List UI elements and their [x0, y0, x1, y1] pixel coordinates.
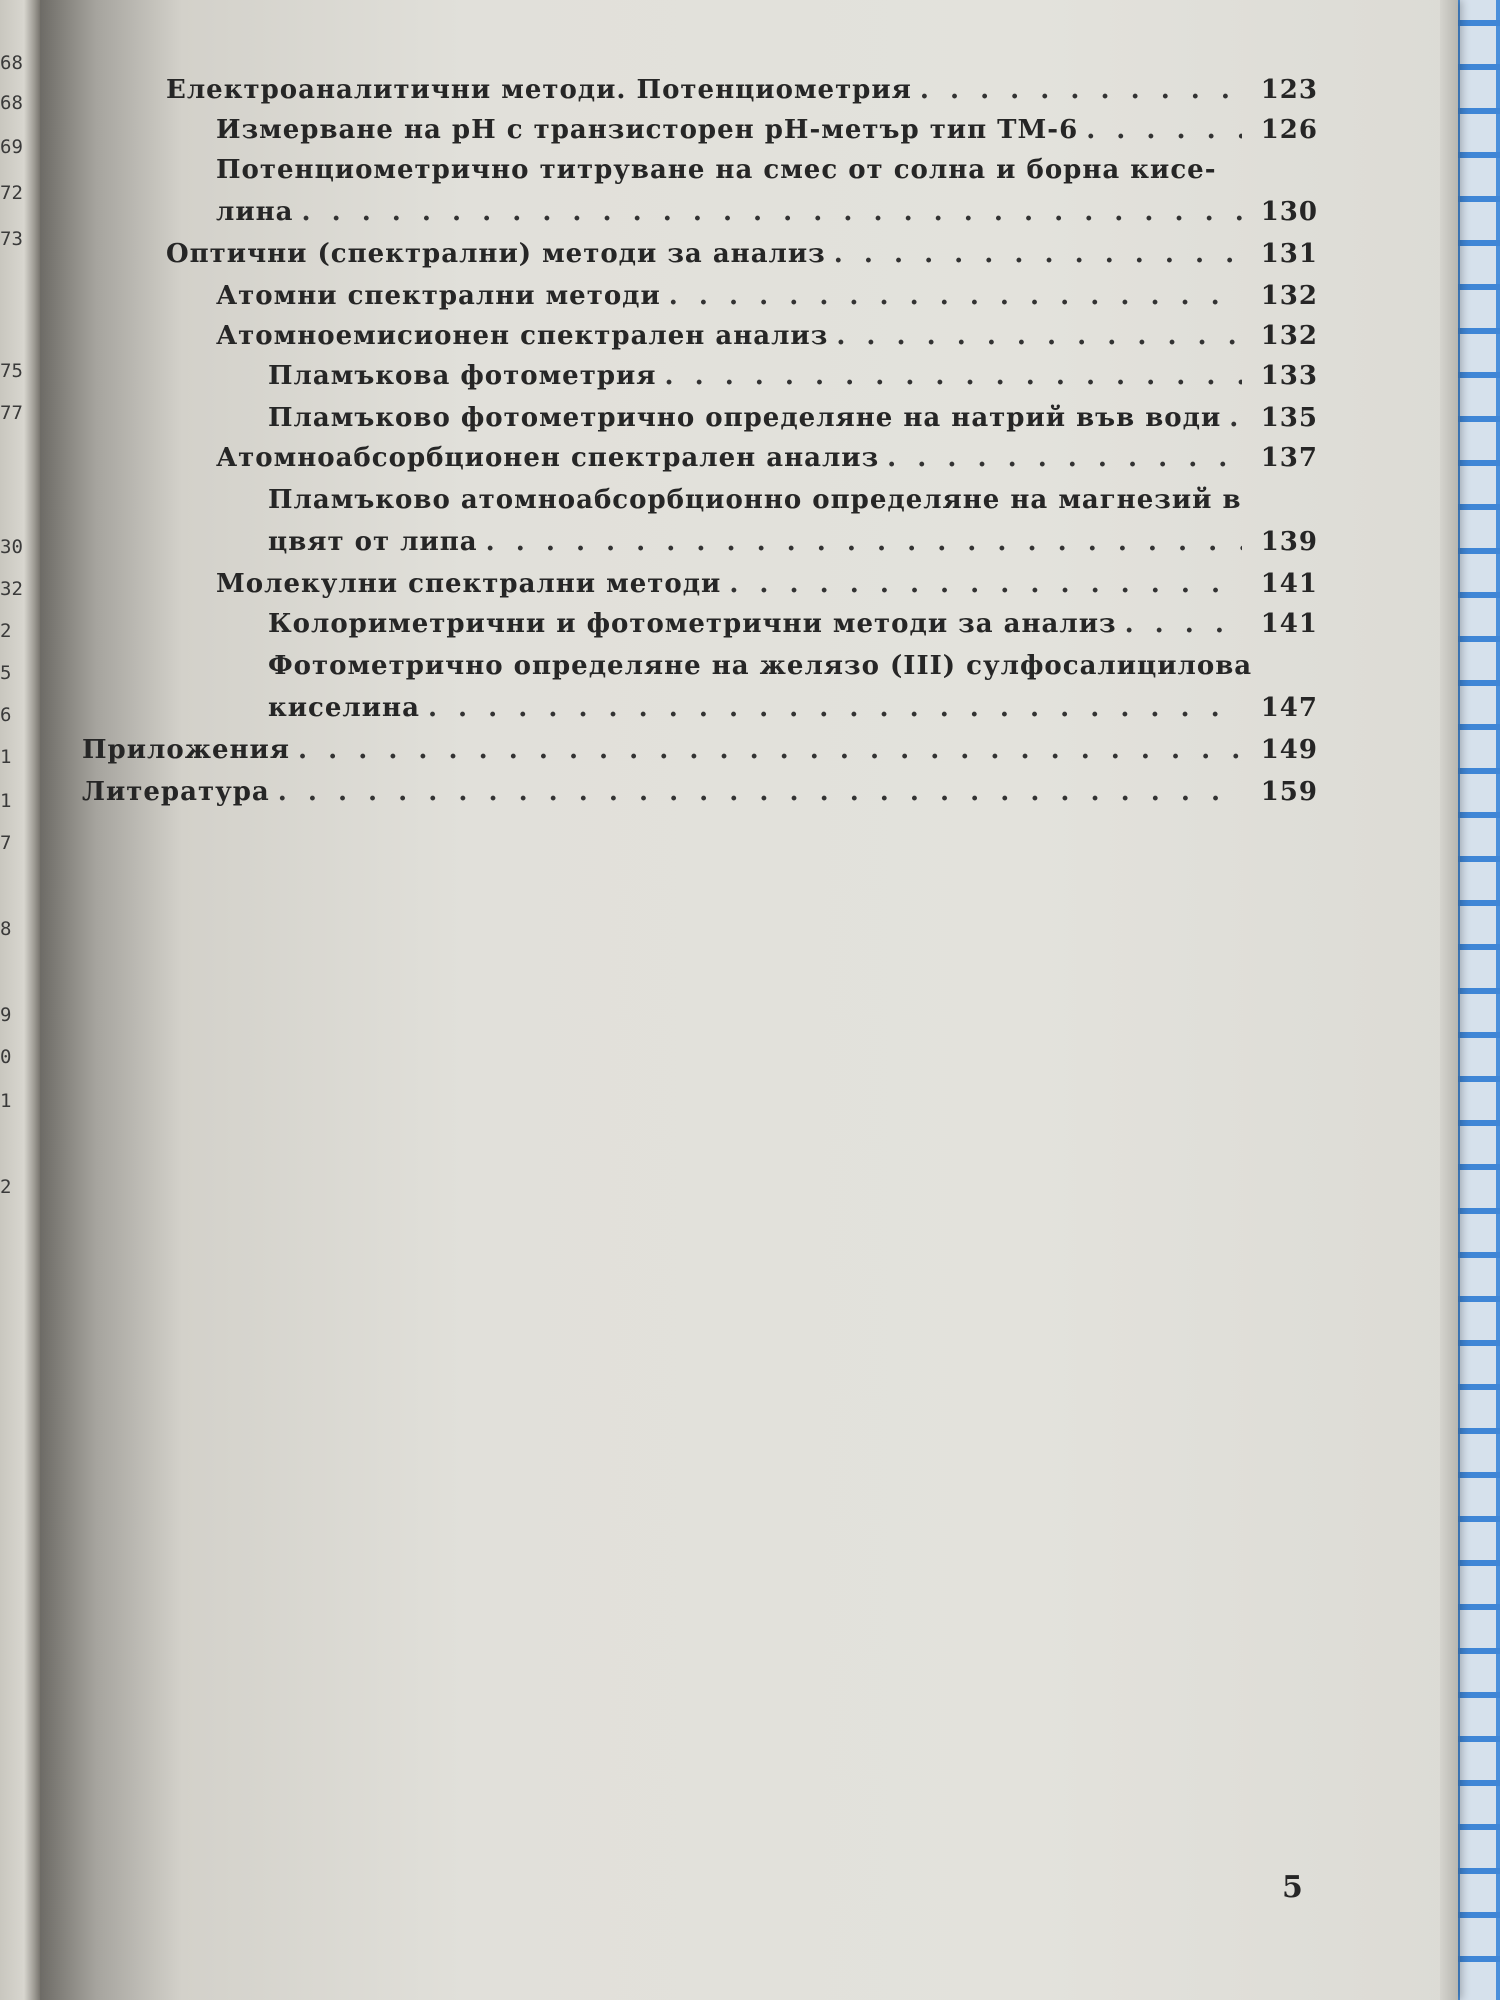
toc-entry-title: Пламъкова фотометрия [268, 361, 657, 391]
toc-leader-dots [1229, 400, 1242, 436]
toc-entry [268, 606, 1318, 642]
toc-entry-title: Оптични (спектрални) методи за анализ [166, 239, 826, 269]
toc-entry [82, 774, 1318, 810]
toc-entry-title-continuation: лина [216, 197, 294, 227]
left-page-number: 5 [0, 662, 12, 684]
left-page-number: 2 [0, 620, 12, 642]
left-page-number: 1 [0, 746, 12, 768]
toc-entry [268, 358, 1318, 394]
toc-leader-dots [298, 732, 1242, 768]
left-page-number: 9 [0, 1004, 12, 1026]
left-page-number: 73 [0, 228, 23, 250]
left-page-number: 2 [0, 1176, 12, 1198]
toc-entry-title-continuation: киселина [268, 693, 420, 723]
toc-entry-title: Атомноемисионен спектрален анализ [216, 321, 829, 351]
left-page-number: 69 [0, 136, 23, 158]
toc-entry-page: 135 [1260, 403, 1318, 433]
toc-leader-dots [669, 278, 1242, 314]
toc-entry-title: Атомни спектрални методи [216, 281, 661, 311]
toc-leader-dots [486, 524, 1242, 560]
toc-entry-title: Приложения [82, 735, 291, 765]
left-page-number: 0 [0, 1046, 12, 1068]
toc-entry-title: Литература [82, 777, 270, 807]
toc-entry-title: Молекулни спектрални методи [216, 569, 722, 599]
toc-entry-title-continuation: цвят от липа [268, 527, 478, 557]
toc-entry [216, 318, 1318, 354]
toc-leader-dots [302, 194, 1243, 230]
left-page-number: 1 [0, 790, 12, 812]
left-page-number: 32 [0, 578, 23, 600]
toc-entry-page: 132 [1260, 281, 1318, 311]
left-page-number: 68 [0, 92, 23, 114]
left-page-number: 77 [0, 402, 23, 424]
left-page-number: 8 [0, 918, 12, 940]
toc-entry-page: 159 [1260, 777, 1318, 807]
left-page-number: 75 [0, 360, 23, 382]
toc-entry-title: Потенциометрично титруване на смес от солна и борна кисе- [216, 155, 1217, 185]
toc-leader-dots [836, 318, 1242, 354]
toc-entry-page: 131 [1260, 239, 1318, 269]
toc-entry [268, 690, 1318, 726]
left-page-number: 30 [0, 536, 23, 558]
toc-entry [166, 236, 1318, 272]
left-page-number: 72 [0, 182, 23, 204]
toc-entry-page: 137 [1260, 443, 1318, 473]
toc-entry-title: Пламъково фотометрично определяне на натрий във води [268, 403, 1222, 433]
toc-entry-title: Колориметрични и фотометрични методи за анализ [268, 609, 1117, 639]
toc-leader-dots [278, 774, 1242, 810]
toc-entry-title: Фотометрично определяне на желязо (III) сулфосалицилова [268, 651, 1253, 681]
toc-entry-title: Измерване на pH с транзисторен pH-метър тип ТМ-6 [216, 115, 1079, 145]
toc-leader-dots [665, 358, 1243, 394]
toc-entry-page: 141 [1260, 569, 1318, 599]
toc-entry-page: 133 [1260, 361, 1318, 391]
toc-entry [268, 524, 1318, 560]
toc-leader-dots [428, 690, 1242, 726]
left-page-number: 6 [0, 704, 12, 726]
toc-entry [216, 566, 1318, 602]
toc-entry-page: 123 [1260, 75, 1318, 105]
toc-entry-page: 132 [1260, 321, 1318, 351]
toc-leader-dots [887, 440, 1242, 476]
toc-leader-dots [834, 236, 1242, 272]
toc-entry-page: 126 [1260, 115, 1318, 145]
left-page-number: 1 [0, 1090, 12, 1112]
toc-entry-page: 130 [1260, 197, 1318, 227]
toc-leader-dots [729, 566, 1242, 602]
toc-entry-title: Електроаналитични методи. Потенциометрия [166, 75, 912, 105]
toc-leader-dots [1086, 112, 1242, 148]
page-number: 5 [1282, 1870, 1303, 1905]
left-page-number: 7 [0, 832, 12, 854]
toc-entry [216, 112, 1318, 148]
toc-entry [166, 72, 1318, 108]
toc-entry-title: Пламъково атомноабсорбционно определяне на магнезий в [268, 485, 1242, 515]
toc-entry-page: 147 [1260, 693, 1318, 723]
toc-entry-page: 139 [1260, 527, 1318, 557]
toc-entry [268, 400, 1318, 436]
toc-leader-dots [920, 72, 1242, 108]
toc-entry [82, 732, 1318, 768]
toc-entry [216, 440, 1318, 476]
toc-entry-page: 141 [1260, 609, 1318, 639]
toc-entry [216, 194, 1318, 230]
toc-entry-title: Атомноабсорбционен спектрален анализ [216, 443, 880, 473]
toc-leader-dots [1125, 606, 1242, 642]
toc-entry-page: 149 [1260, 735, 1318, 765]
left-page-number: 68 [0, 52, 23, 74]
toc-entry [216, 278, 1318, 314]
